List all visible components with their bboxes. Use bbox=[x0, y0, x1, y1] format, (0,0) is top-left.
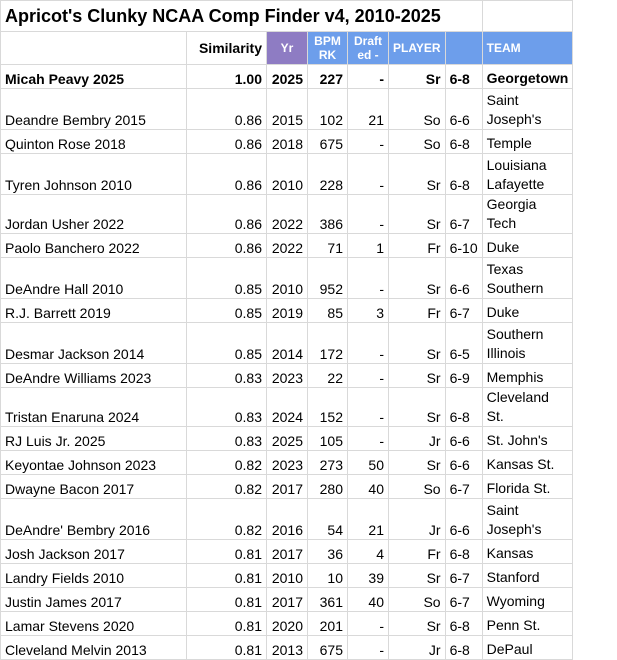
class-cell[interactable]: Fr bbox=[389, 540, 446, 564]
table-row bbox=[1, 564, 573, 588]
player-name-cell[interactable]: DeAndre' Bembry 2016 bbox=[1, 499, 187, 540]
table-row bbox=[1, 234, 573, 258]
draft-pick-cell[interactable]: - bbox=[348, 427, 389, 451]
similarity-cell[interactable]: 0.86 bbox=[187, 89, 267, 130]
height-cell[interactable]: 6-10 bbox=[445, 234, 482, 258]
player-name-cell[interactable]: Justin James 2017 bbox=[1, 588, 187, 612]
table-row bbox=[1, 499, 573, 540]
year-cell[interactable]: 2010 bbox=[267, 258, 308, 299]
similarity-cell[interactable]: 0.85 bbox=[187, 299, 267, 323]
year-cell[interactable]: 2019 bbox=[267, 299, 308, 323]
team-cell[interactable]: Memphis bbox=[482, 364, 573, 388]
header-bpm-rk[interactable]: BPM RK bbox=[308, 32, 348, 65]
bpm-rank-cell[interactable]: 228 bbox=[308, 154, 348, 195]
height-cell[interactable]: 6-8 bbox=[445, 154, 482, 195]
bpm-rank-cell[interactable]: 22 bbox=[308, 364, 348, 388]
draft-pick-cell[interactable]: 21 bbox=[348, 89, 389, 130]
table-row bbox=[1, 451, 573, 475]
bpm-rank-cell[interactable]: 201 bbox=[308, 612, 348, 636]
class-cell[interactable]: So bbox=[389, 588, 446, 612]
height-cell[interactable]: 6-8 bbox=[445, 636, 482, 660]
bpm-rank-cell[interactable]: 10 bbox=[308, 564, 348, 588]
sheet-title[interactable]: Apricot's Clunky NCAA Comp Finder v4, 2010-2025 bbox=[1, 1, 483, 32]
height-cell[interactable]: 6-8 bbox=[445, 388, 482, 427]
player-name-cell[interactable]: DeAndre Hall 2010 bbox=[1, 258, 187, 299]
year-cell[interactable]: 2023 bbox=[267, 364, 308, 388]
header-team[interactable]: TEAM bbox=[482, 32, 573, 65]
bpm-rank-cell[interactable]: 361 bbox=[308, 588, 348, 612]
header-empty-cell[interactable] bbox=[1, 32, 187, 65]
year-cell[interactable]: 2015 bbox=[267, 89, 308, 130]
table-row bbox=[1, 130, 573, 154]
similarity-cell[interactable]: 1.00 bbox=[187, 65, 267, 89]
draft-pick-cell[interactable]: - bbox=[348, 195, 389, 234]
class-cell[interactable]: Sr bbox=[389, 388, 446, 427]
table-row bbox=[1, 427, 573, 451]
player-name-cell[interactable]: Paolo Banchero 2022 bbox=[1, 234, 187, 258]
year-cell[interactable]: 2023 bbox=[267, 451, 308, 475]
team-cell[interactable]: St. John's bbox=[482, 427, 573, 451]
table-row bbox=[1, 299, 573, 323]
player-name-cell[interactable]: R.J. Barrett 2019 bbox=[1, 299, 187, 323]
class-cell[interactable]: So bbox=[389, 89, 446, 130]
year-cell[interactable]: 2024 bbox=[267, 388, 308, 427]
draft-pick-cell[interactable]: - bbox=[348, 388, 389, 427]
table-row bbox=[1, 323, 573, 364]
team-cell[interactable]: Saint Joseph's bbox=[482, 499, 573, 540]
height-cell[interactable]: 6-9 bbox=[445, 364, 482, 388]
year-cell[interactable]: 2010 bbox=[267, 154, 308, 195]
class-cell[interactable]: Sr bbox=[389, 564, 446, 588]
table-row bbox=[1, 388, 573, 427]
player-name-cell[interactable]: Quinton Rose 2018 bbox=[1, 130, 187, 154]
team-cell[interactable]: Texas Southern bbox=[482, 258, 573, 299]
header-row bbox=[1, 32, 573, 65]
year-cell[interactable]: 2016 bbox=[267, 499, 308, 540]
bpm-rank-cell[interactable]: 675 bbox=[308, 130, 348, 154]
team-cell[interactable]: Georgia Tech bbox=[482, 195, 573, 234]
draft-pick-cell[interactable]: 1 bbox=[348, 234, 389, 258]
header-similarity[interactable]: Similarity bbox=[187, 32, 267, 65]
year-cell[interactable]: 2018 bbox=[267, 130, 308, 154]
draft-pick-cell[interactable]: 39 bbox=[348, 564, 389, 588]
draft-pick-cell[interactable]: 21 bbox=[348, 499, 389, 540]
player-name-cell[interactable]: Deandre Bembry 2015 bbox=[1, 89, 187, 130]
draft-pick-cell[interactable]: - bbox=[348, 258, 389, 299]
draft-pick-cell[interactable]: 40 bbox=[348, 475, 389, 499]
team-cell[interactable]: Duke bbox=[482, 299, 573, 323]
team-cell[interactable]: Stanford bbox=[482, 564, 573, 588]
table-row bbox=[1, 154, 573, 195]
similarity-cell[interactable]: 0.82 bbox=[187, 499, 267, 540]
team-cell[interactable]: Duke bbox=[482, 234, 573, 258]
draft-pick-cell[interactable]: 3 bbox=[348, 299, 389, 323]
bpm-rank-cell[interactable]: 227 bbox=[308, 65, 348, 89]
draft-pick-cell[interactable]: - bbox=[348, 65, 389, 89]
bpm-rank-cell[interactable]: 105 bbox=[308, 427, 348, 451]
table-row bbox=[1, 89, 573, 130]
bpm-rank-cell[interactable]: 280 bbox=[308, 475, 348, 499]
similarity-cell[interactable]: 0.86 bbox=[187, 234, 267, 258]
table-row bbox=[1, 65, 573, 89]
player-name-cell[interactable]: Desmar Jackson 2014 bbox=[1, 323, 187, 364]
table-row bbox=[1, 588, 573, 612]
team-cell[interactable]: Georgetown bbox=[482, 65, 573, 89]
height-cell[interactable]: 6-6 bbox=[445, 258, 482, 299]
bpm-rank-cell[interactable]: 71 bbox=[308, 234, 348, 258]
similarity-cell[interactable]: 0.82 bbox=[187, 475, 267, 499]
header-player[interactable]: PLAYER bbox=[389, 32, 446, 65]
team-cell[interactable]: Florida St. bbox=[482, 475, 573, 499]
bpm-rank-cell[interactable]: 675 bbox=[308, 636, 348, 660]
team-cell[interactable]: Cleveland St. bbox=[482, 388, 573, 427]
height-cell[interactable]: 6-8 bbox=[445, 612, 482, 636]
class-cell[interactable]: Sr bbox=[389, 195, 446, 234]
class-cell[interactable]: Sr bbox=[389, 612, 446, 636]
similarity-cell[interactable]: 0.85 bbox=[187, 323, 267, 364]
table-row bbox=[1, 612, 573, 636]
similarity-cell[interactable]: 0.85 bbox=[187, 258, 267, 299]
player-name-cell[interactable]: Keyontae Johnson 2023 bbox=[1, 451, 187, 475]
height-cell[interactable]: 6-7 bbox=[445, 475, 482, 499]
height-cell[interactable]: 6-8 bbox=[445, 65, 482, 89]
height-cell[interactable]: 6-6 bbox=[445, 89, 482, 130]
height-cell[interactable]: 6-6 bbox=[445, 427, 482, 451]
similarity-cell[interactable]: 0.81 bbox=[187, 540, 267, 564]
player-name-cell[interactable]: DeAndre Williams 2023 bbox=[1, 364, 187, 388]
similarity-cell[interactable]: 0.86 bbox=[187, 195, 267, 234]
year-cell[interactable]: 2014 bbox=[267, 323, 308, 364]
class-cell[interactable]: Sr bbox=[389, 323, 446, 364]
table-row bbox=[1, 364, 573, 388]
similarity-cell[interactable]: 0.83 bbox=[187, 388, 267, 427]
player-name-cell[interactable]: RJ Luis Jr. 2025 bbox=[1, 427, 187, 451]
header-yr[interactable]: Yr bbox=[267, 32, 308, 65]
table-row bbox=[1, 195, 573, 234]
team-cell[interactable]: Penn St. bbox=[482, 612, 573, 636]
header-player-ht[interactable] bbox=[445, 32, 482, 65]
draft-pick-cell[interactable]: - bbox=[348, 364, 389, 388]
team-cell[interactable]: Louisiana Lafayette bbox=[482, 154, 573, 195]
year-cell[interactable]: 2020 bbox=[267, 612, 308, 636]
year-cell[interactable]: 2013 bbox=[267, 636, 308, 660]
player-name-cell[interactable]: Dwayne Bacon 2017 bbox=[1, 475, 187, 499]
class-cell[interactable]: Sr bbox=[389, 364, 446, 388]
class-cell[interactable]: Sr bbox=[389, 258, 446, 299]
bpm-rank-cell[interactable]: 54 bbox=[308, 499, 348, 540]
draft-pick-cell[interactable]: 4 bbox=[348, 540, 389, 564]
height-cell[interactable]: 6-7 bbox=[445, 588, 482, 612]
class-cell[interactable]: Sr bbox=[389, 451, 446, 475]
draft-pick-cell[interactable]: - bbox=[348, 130, 389, 154]
similarity-cell[interactable]: 0.81 bbox=[187, 588, 267, 612]
draft-pick-cell[interactable]: - bbox=[348, 154, 389, 195]
year-cell[interactable]: 2025 bbox=[267, 427, 308, 451]
player-name-cell[interactable]: Lamar Stevens 2020 bbox=[1, 612, 187, 636]
player-name-cell[interactable]: Jordan Usher 2022 bbox=[1, 195, 187, 234]
team-cell[interactable]: Temple bbox=[482, 130, 573, 154]
height-cell[interactable]: 6-8 bbox=[445, 130, 482, 154]
bpm-rank-cell[interactable]: 152 bbox=[308, 388, 348, 427]
similarity-cell[interactable]: 0.83 bbox=[187, 364, 267, 388]
year-cell[interactable]: 2022 bbox=[267, 234, 308, 258]
height-cell[interactable]: 6-6 bbox=[445, 499, 482, 540]
class-cell[interactable]: Sr bbox=[389, 65, 446, 89]
player-name-cell[interactable]: Micah Peavy 2025 bbox=[1, 65, 187, 89]
similarity-cell[interactable]: 0.81 bbox=[187, 612, 267, 636]
team-cell[interactable]: Southern Illinois bbox=[482, 323, 573, 364]
draft-pick-cell[interactable]: 50 bbox=[348, 451, 389, 475]
class-cell[interactable]: Jr bbox=[389, 499, 446, 540]
class-cell[interactable]: Sr bbox=[389, 154, 446, 195]
team-cell[interactable]: Kansas bbox=[482, 540, 573, 564]
similarity-cell[interactable]: 0.83 bbox=[187, 427, 267, 451]
title-row bbox=[1, 1, 573, 32]
year-cell[interactable]: 2017 bbox=[267, 475, 308, 499]
year-cell[interactable]: 2022 bbox=[267, 195, 308, 234]
height-cell[interactable]: 6-7 bbox=[445, 299, 482, 323]
team-cell[interactable]: Saint Joseph's bbox=[482, 89, 573, 130]
team-cell[interactable]: Kansas St. bbox=[482, 451, 573, 475]
draft-pick-cell[interactable]: - bbox=[348, 636, 389, 660]
draft-pick-cell[interactable]: - bbox=[348, 323, 389, 364]
height-cell[interactable]: 6-7 bbox=[445, 564, 482, 588]
draft-pick-cell[interactable]: 40 bbox=[348, 588, 389, 612]
class-cell[interactable]: Fr bbox=[389, 299, 446, 323]
year-cell[interactable]: 2010 bbox=[267, 564, 308, 588]
bpm-rank-cell[interactable]: 85 bbox=[308, 299, 348, 323]
table-row bbox=[1, 636, 573, 660]
team-cell[interactable]: Wyoming bbox=[482, 588, 573, 612]
bpm-rank-cell[interactable]: 102 bbox=[308, 89, 348, 130]
similarity-cell[interactable]: 0.81 bbox=[187, 636, 267, 660]
class-cell[interactable]: Fr bbox=[389, 234, 446, 258]
player-name-cell[interactable]: Josh Jackson 2017 bbox=[1, 540, 187, 564]
title-spacer-cell[interactable] bbox=[482, 1, 573, 32]
bpm-rank-cell[interactable]: 172 bbox=[308, 323, 348, 364]
player-name-cell[interactable]: Cleveland Melvin 2013 bbox=[1, 636, 187, 660]
player-name-cell[interactable]: Tristan Enaruna 2024 bbox=[1, 388, 187, 427]
class-cell[interactable]: So bbox=[389, 130, 446, 154]
team-cell[interactable]: DePaul bbox=[482, 636, 573, 660]
height-cell[interactable]: 6-5 bbox=[445, 323, 482, 364]
table-row bbox=[1, 258, 573, 299]
similarity-cell[interactable]: 0.86 bbox=[187, 130, 267, 154]
height-cell[interactable]: 6-7 bbox=[445, 195, 482, 234]
similarity-cell[interactable]: 0.82 bbox=[187, 451, 267, 475]
class-cell[interactable]: So bbox=[389, 475, 446, 499]
player-name-cell[interactable]: Tyren Johnson 2010 bbox=[1, 154, 187, 195]
table-row bbox=[1, 540, 573, 564]
bpm-rank-cell[interactable]: 952 bbox=[308, 258, 348, 299]
bpm-rank-cell[interactable]: 36 bbox=[308, 540, 348, 564]
draft-pick-cell[interactable]: - bbox=[348, 612, 389, 636]
bpm-rank-cell[interactable]: 386 bbox=[308, 195, 348, 234]
class-cell[interactable]: Jr bbox=[389, 636, 446, 660]
bpm-rank-cell[interactable]: 273 bbox=[308, 451, 348, 475]
table-row bbox=[1, 475, 573, 499]
year-cell[interactable]: 2017 bbox=[267, 540, 308, 564]
year-cell[interactable]: 2025 bbox=[267, 65, 308, 89]
header-drafted[interactable]: Drafted - bbox=[348, 32, 389, 65]
similarity-cell[interactable]: 0.86 bbox=[187, 154, 267, 195]
height-cell[interactable]: 6-8 bbox=[445, 540, 482, 564]
player-name-cell[interactable]: Landry Fields 2010 bbox=[1, 564, 187, 588]
class-cell[interactable]: Jr bbox=[389, 427, 446, 451]
similarity-cell[interactable]: 0.81 bbox=[187, 564, 267, 588]
height-cell[interactable]: 6-6 bbox=[445, 451, 482, 475]
year-cell[interactable]: 2017 bbox=[267, 588, 308, 612]
